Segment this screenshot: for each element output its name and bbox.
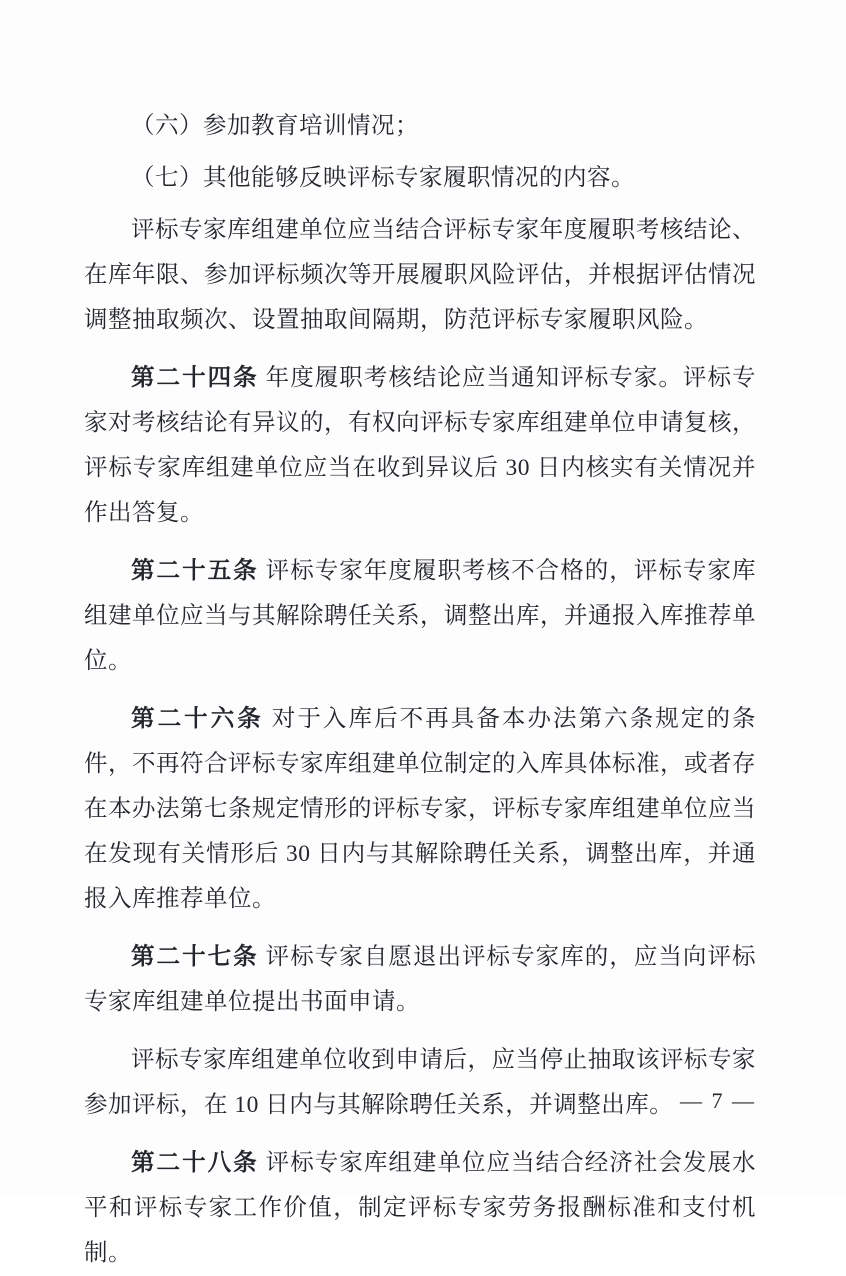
paragraph-text: 年度履职考核结论应当通知评标专家。评标专家对考核结论有异议的，有权向评标专家库组建单位申请复核，评标专家库组建单位应当在收到异议后 30 日内核实有关情况并作出答复。: [84, 365, 757, 526]
paragraph-spacer: [84, 201, 756, 208]
article-26: [84, 697, 756, 922]
article-number: 第二十七条: [131, 944, 259, 970]
paragraph-text: 评标专家库组建单位收到申请后，应当停止抽取该评标专家参加评标，在 10 日内与其解除聘任关系，并调整出库。: [84, 1047, 756, 1118]
paragraph-spacer: [84, 1128, 756, 1141]
paragraph-text: 评标专家库组建单位应当结合评标专家年度履职考核结论、在库年限、参加评标频次等开展履职风险评估，并根据评估情况调整抽取频次、设置抽取间隔期，防范评标专家履职风险。: [84, 217, 756, 333]
article-number: 第二十五条: [131, 558, 259, 584]
article-number: 第二十八条: [131, 1150, 259, 1176]
article-28: [84, 1141, 756, 1276]
paragraph-text: 评标专家年度履职考核不合格的，评标专家库组建单位应当与其解除聘任关系，调整出库，并通报入库推荐单位。: [84, 558, 757, 674]
paragraph-item-seven: [84, 156, 756, 201]
paragraph-text: 评标专家自愿退出评标专家库的，应当向评标专家库组建单位提出书面申请。: [84, 944, 757, 1015]
article-25: [84, 549, 756, 684]
paragraph-text: 评标专家库组建单位应当结合经济社会发展水平和评标专家工作价值，制定评标专家劳务报酬标准和支付机制。: [84, 1150, 757, 1266]
paragraph-risk-assessment: [84, 208, 756, 343]
paragraph-text: （七）其他能够反映评标专家履职情况的内容。: [131, 165, 635, 191]
paragraph-spacer: [84, 536, 756, 549]
article-number: 第二十四条: [131, 365, 259, 391]
paragraph-text: （六）参加教育培训情况；: [131, 113, 419, 139]
paragraph-spacer: [84, 149, 756, 156]
article-24: [84, 356, 756, 536]
article-number: 第二十六条: [131, 706, 264, 732]
paragraph-withdraw: [84, 1038, 756, 1128]
paragraph-spacer: [84, 343, 756, 356]
page-number: — 7 —: [680, 1088, 756, 1113]
paragraph-spacer: [84, 1025, 756, 1038]
paragraph-spacer: [84, 684, 756, 697]
paragraph-text: 对于入库后不再具备本办法第六条规定的条件，不再符合评标专家库组建单位制定的入库具体标准，或者存在本办法第七条规定情形的评标专家，评标专家库组建单位应当在发现有关情形后 30 日内与其解除聘任关系，调整出库，并通报入库推荐单位。: [84, 706, 757, 912]
article-27: [84, 935, 756, 1025]
paragraph-spacer: [84, 922, 756, 935]
paragraph-item-six: [84, 104, 756, 149]
